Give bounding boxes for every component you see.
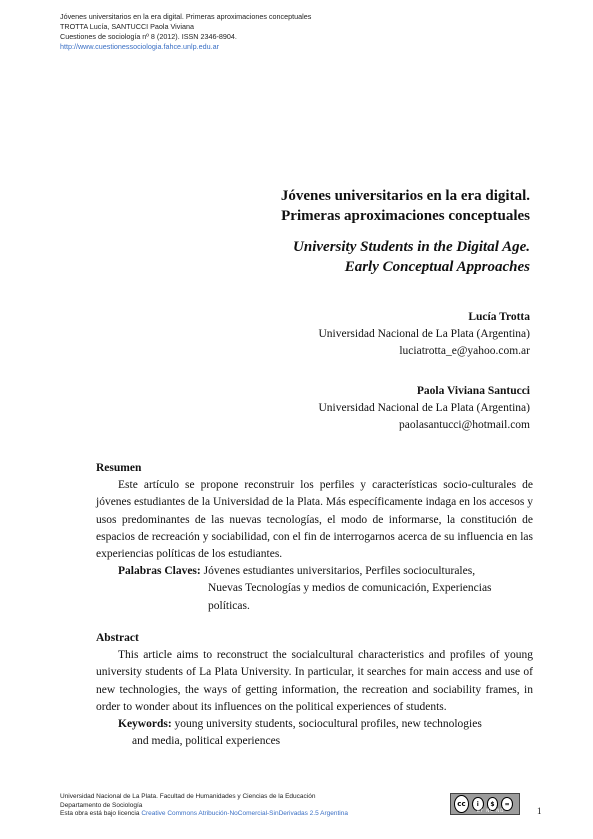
header-authors: TROTTA Lucía, SANTUCCI Paola Viviana	[60, 22, 194, 31]
attribution-icon: i	[472, 797, 484, 811]
creative-commons-badge[interactable]	[450, 793, 520, 815]
abstract-text: This article aims to reconstruct the socialcultural characteristics and profiles of young university students of La Plata University. In particular, it searches for main access and use of new technologies, the ways of getting information, the recreation and sociability frames, in order to wonder about its influences on the political experiences of students.	[96, 649, 533, 713]
english-title	[110, 237, 530, 277]
resumen-heading: Resumen	[96, 462, 142, 474]
english-title-line-1: University Students in the Digital Age.	[293, 239, 530, 255]
author-name: Paola Viviana Santucci	[416, 384, 530, 397]
spanish-title-line-2: Primeras aproximaciones conceptuales	[281, 208, 530, 224]
keywords-text-continued: and media, political experiences	[132, 735, 281, 748]
footer-institution: Universidad Nacional de La Plata. Facultad de Humanidades y Ciencias de la Educación	[60, 793, 316, 800]
keywords-text: young university students, sociocultural profiles, new technologies	[171, 718, 482, 731]
noderivatives-icon: =	[501, 797, 513, 811]
cc-badge-labels: BY NC ND	[477, 808, 505, 813]
keywords-label: Palabras Claves:	[118, 565, 201, 578]
header-article-title: Jóvenes universitarios en la era digital. Primeras aproximaciones conceptuales	[60, 12, 312, 21]
keywords-text-continued: Nuevas Tecnologías y medios de comunicación, Experiencias	[208, 582, 492, 595]
license-link[interactable]: Creative Commons Atribución-NoComercial-SinDerivadas 2.5 Argentina	[141, 810, 348, 817]
abstract-section	[96, 630, 533, 750]
running-header	[60, 12, 311, 52]
header-journal-link[interactable]: http://www.cuestionessociologia.fahce.unlp.edu.ar	[60, 42, 220, 51]
page-footer	[60, 793, 348, 819]
noncommercial-icon: $	[487, 797, 499, 811]
abstract-heading: Abstract	[96, 632, 139, 644]
author-list	[110, 309, 530, 434]
footer-license	[60, 810, 348, 819]
abstract-keywords	[118, 716, 533, 733]
keywords-text: Jóvenes estudiantes universitarios, Perfiles socioculturales,	[200, 565, 476, 578]
keywords-text-continued: políticas.	[208, 599, 250, 612]
author-affiliation: Universidad Nacional de La Plata (Argentina)	[318, 401, 530, 414]
author-affiliation: Universidad Nacional de La Plata (Argentina)	[318, 328, 530, 341]
english-title-line-2: Early Conceptual Approaches	[344, 259, 530, 275]
author-email[interactable]: paolasantucci@hotmail.com	[399, 419, 530, 432]
author-email[interactable]: luciatrotta_e@yahoo.com.ar	[399, 345, 530, 358]
page-number: 1	[537, 806, 542, 816]
spanish-title	[110, 186, 530, 226]
footer-department: Departamento de Sociología	[60, 801, 143, 809]
resumen-keywords	[118, 563, 533, 580]
resumen-section	[96, 460, 533, 615]
footer-license-prefix: Esta obra está bajo licencia	[60, 810, 142, 817]
cc-icon: cc	[454, 795, 469, 813]
header-journal: Cuestiones de sociología nº 8 (2012). ISSN 2346-8904.	[60, 32, 237, 41]
resumen-text: Este artículo se propone reconstruir los perfiles y características socio-culturales de jóvenes estudiantes de la Universidad de la Plata. Más específicamente indaga en los accesos y usos predominantes de las nuevas tecnologías, el modo de informarse, la constitución de espacios de recreación y sociabilidad, con el fin de interrogarnos acerca de su influencia en las experiencias políticas de los estudiantes.	[96, 479, 533, 561]
keywords-label: Keywords:	[118, 718, 172, 731]
spanish-title-line-1: Jóvenes universitarios en la era digital.	[280, 188, 530, 204]
title-block	[110, 186, 530, 277]
author-name: Lucía Trotta	[468, 311, 530, 323]
